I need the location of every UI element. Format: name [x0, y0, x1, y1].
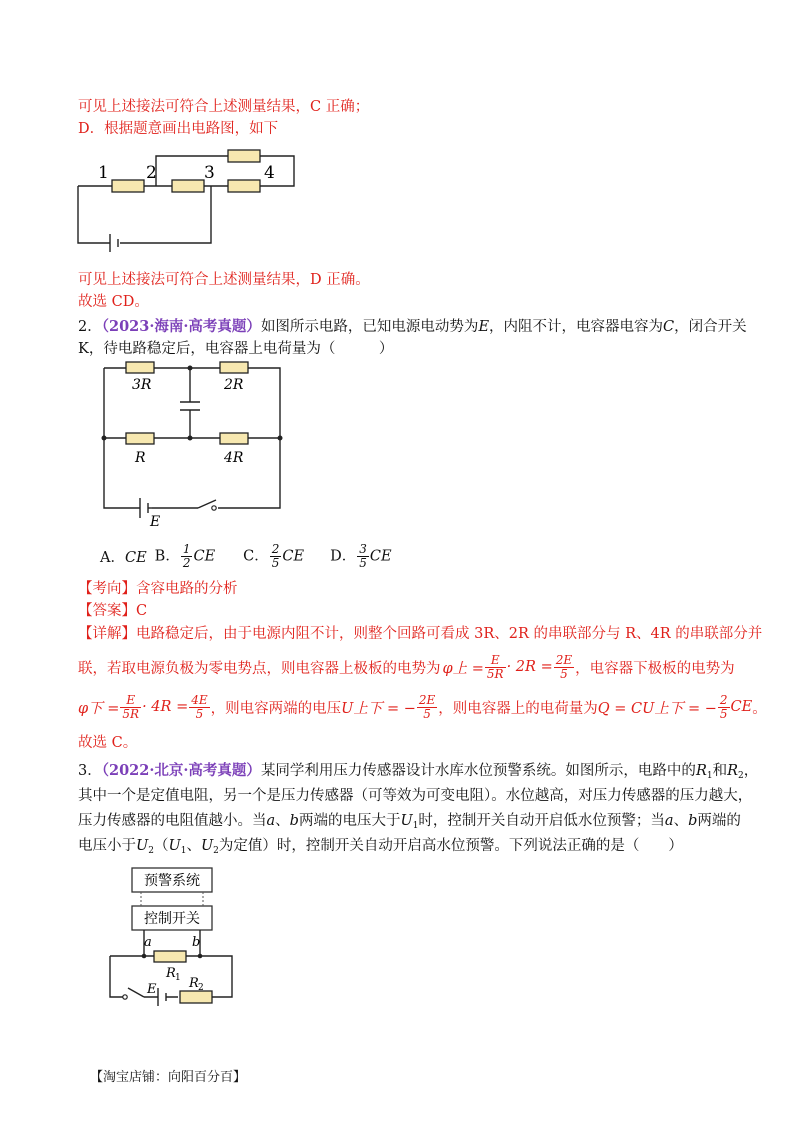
q2-stem-line1: 2．（2023·海南·高考真题）如图所示电路，已知电源电动势为E，内阻不计，电容器电容为C，闭合开关: [78, 318, 747, 335]
label-r2: R: [189, 976, 199, 991]
label-2r: 2R: [224, 377, 244, 393]
q2-source: （2023·海南·高考真题）: [101, 318, 261, 335]
conclusion-cd: 故选 CD。: [78, 294, 149, 310]
q2-number: 2．: [78, 319, 102, 335]
label-4r: 4R: [224, 450, 244, 466]
q2-conclusion: 故选 C。: [78, 735, 138, 751]
label-e-q3: E: [147, 982, 157, 997]
q3-stem-line3: 压力传感器的电阻值越小。当a、b两端的电压大于$U_1$时，控制开关自动开启低水位预警；当a、b两端的: [78, 813, 741, 831]
q3-stem-line4: 电压小于$U_2(U_1$、$U_2$为定值）时，控制开关自动开启高水位预警。下列说法正确的是（ ）: [78, 838, 683, 856]
circuit-figure-q2: [96, 362, 296, 532]
circuit-figure-q3: [104, 862, 244, 1012]
q2-answer: 【答案】C: [78, 603, 148, 619]
resistor-top: [228, 150, 260, 162]
option-d[interactable]: D． $\frac{3}{5}$ CE: [330, 541, 392, 570]
q3-stem-line2: 其中一个是定值电阻，另一个是压力传感器（可等效为可变电阻）。水位越高，对压力传感器的压力越大，: [78, 788, 753, 804]
label-1: 1: [98, 163, 109, 183]
answer-line-c: 可见上述接法可符合上述测量结果，C 正确；: [78, 99, 370, 115]
label-a: a: [144, 935, 152, 950]
label-3r: 3R: [132, 377, 152, 393]
option-d-line: D．根据题意画出电路图，如下: [78, 121, 279, 137]
q2-options: [100, 538, 392, 574]
box-warning-system: 预警系统: [144, 873, 200, 889]
resistor-2-3: [172, 180, 204, 192]
label-3: 3: [204, 163, 215, 183]
q3-stem-line1: 3．（2022·北京·高考真题）某同学利用压力传感器设计水库水位预警系统。如图所示，电路中的$R_1$和$R_2$，: [78, 762, 759, 781]
q2-stem-line2: K，待电路稳定后，电容器上电荷量为（ ）: [78, 341, 394, 357]
label-r: R: [135, 450, 146, 466]
label-4: 4: [264, 163, 275, 183]
resistor-1-2: [112, 180, 144, 192]
resistor-3-4: [228, 180, 260, 192]
box-control-switch: 控制开关: [144, 911, 200, 927]
answer-line-d: 可见上述接法可符合上述测量结果，D 正确。: [78, 272, 370, 288]
q2-detail-1: 【详解】电路稳定后，由于电源内阻不计，则整个回路可看成 3R、2R 的串联部分与 R、4R 的串联部分并: [78, 626, 763, 642]
label-2: 2: [146, 163, 157, 183]
option-c[interactable]: C． $\frac{2}{5}$ CE: [243, 541, 305, 570]
svg-text:2: 2: [198, 983, 204, 993]
label-r1: R: [166, 966, 176, 981]
label-b: b: [192, 935, 201, 950]
q2-detail-3: φ下 = $\frac{E}{5R}$ · 4R = $\frac{4E}{5}$ ，则电容两端的电压 U上下 = − $\frac{2E}{5}$ ，则电容器上的电荷量为 Q = CU上下 = − $\frac{2}{5}$ CE 。: [78, 692, 767, 721]
q2-detail-2: 联，若取电源负极为零电势点，则电容器上极板的电势为 φ上 = $\frac{E}{5R}$ · 2R = $\frac{2E}{5}$ ，电容器下极板的电势为: [78, 652, 735, 681]
svg-text:1: 1: [175, 973, 181, 983]
circuit-figure-d: [70, 148, 310, 248]
q2-kaoxiang: 【考向】含容电路的分析: [78, 581, 238, 597]
option-a[interactable]: A．CE: [100, 549, 147, 566]
option-b[interactable]: B． $\frac{1}{2}$ CE: [154, 541, 216, 570]
footer-shop: 【淘宝店铺：向阳百分百】: [90, 1070, 247, 1085]
label-e: E: [150, 514, 161, 530]
